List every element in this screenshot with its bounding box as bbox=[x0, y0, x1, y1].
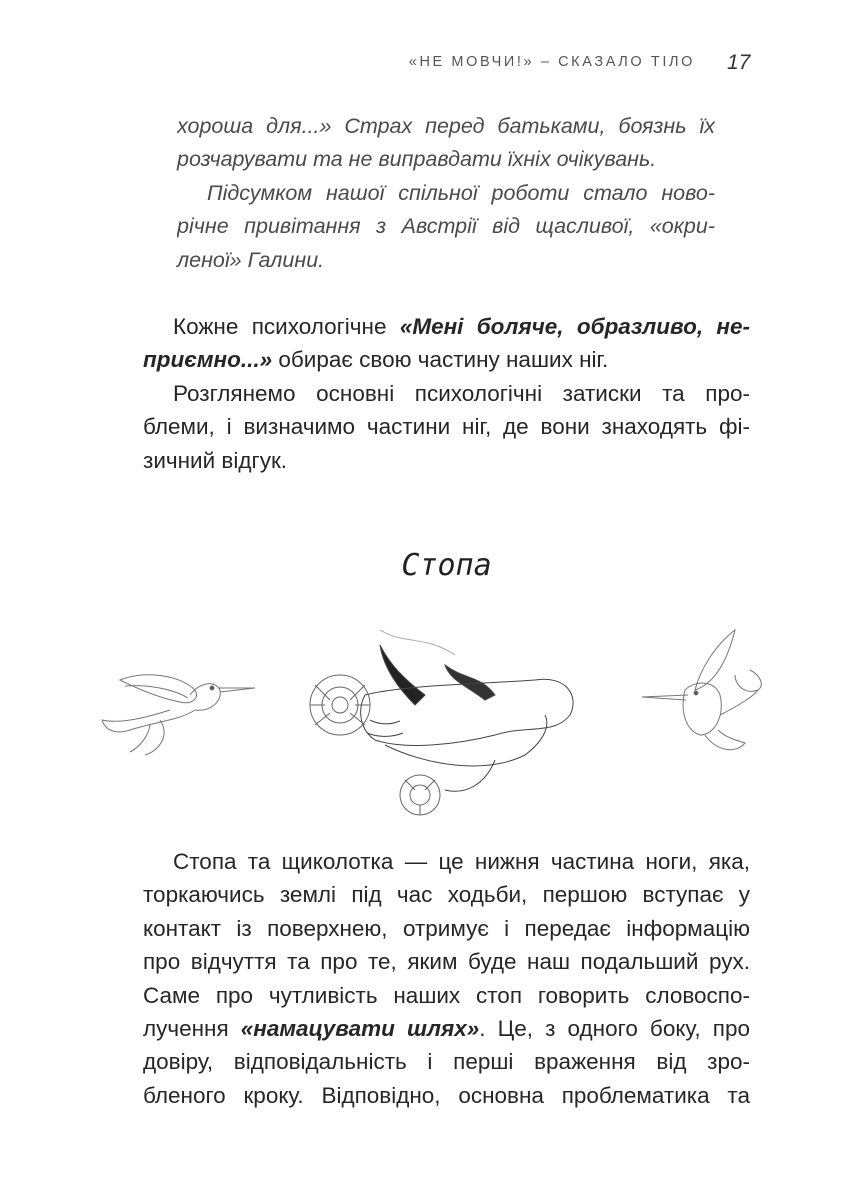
paragraph-line: Розглянемо основні психологічні затиски та про- bbox=[173, 380, 750, 406]
paragraph-line: Стопа та щиколотка — це нижня частина ноги, яка, bbox=[173, 849, 750, 874]
paragraph-line: бленого кроку. Відповідно, основна проблематика та bbox=[143, 1082, 750, 1108]
running-header: «НЕ МОВЧИ!» – СКАЗАЛО ТІЛО bbox=[408, 54, 695, 70]
main-paragraph bbox=[143, 845, 750, 1112]
hummingbird-right-illustration bbox=[640, 625, 770, 765]
quote-line: хороша для...» Страх перед батьками, боязнь їх bbox=[177, 114, 715, 138]
hummingbird-left-illustration bbox=[100, 660, 260, 760]
paragraph-line bbox=[143, 1012, 750, 1045]
intro-paragraphs bbox=[143, 310, 750, 477]
text: . Це, з одного боку, про bbox=[479, 1015, 750, 1041]
text: лучення bbox=[143, 1015, 241, 1041]
paragraph-line: торкаючись землі під час ходьби, першою вступає у bbox=[143, 882, 750, 908]
paragraph-line bbox=[143, 310, 750, 343]
section-title: Стопа bbox=[401, 548, 492, 583]
quote-block bbox=[177, 110, 715, 277]
text: Кожне психологічне bbox=[173, 314, 400, 339]
quote-line: Підсумком нашої спільної роботи стало ново- bbox=[207, 180, 715, 205]
emphasis: «Мені боляче, образливо, не- bbox=[399, 314, 750, 339]
quote-line: річне привітання з Австрії від щасливої, «окри- bbox=[177, 214, 715, 239]
feet-with-flowers-illustration bbox=[295, 625, 585, 825]
paragraph-line: зичний відгук. bbox=[143, 447, 288, 473]
paragraph-line: контакт із поверхнею, отримує і передає інформацію bbox=[143, 915, 750, 941]
paragraph-line bbox=[143, 343, 750, 376]
paragraph-line: блеми, і визначимо частини ніг, де вони знаходять фі- bbox=[143, 414, 750, 440]
quote-line: леної» Галини. bbox=[177, 247, 325, 272]
emphasis: приємно...» bbox=[143, 347, 273, 373]
emphasis: «намацувати шлях» bbox=[240, 1015, 480, 1041]
paragraph-line: про відчуття та про те, яким буде наш подальший рух. bbox=[143, 949, 750, 975]
page-number: 17 bbox=[727, 51, 751, 74]
quote-line: розчарувати та не виправдати їхніх очікувань. bbox=[177, 147, 657, 172]
paragraph-line: Саме про чутливість наших стоп говорить словоспо- bbox=[143, 982, 750, 1008]
text: обирає свою частину наших ніг. bbox=[272, 347, 609, 373]
paragraph-line: довіру, відповідальність і перші враження від зро- bbox=[143, 1049, 750, 1075]
